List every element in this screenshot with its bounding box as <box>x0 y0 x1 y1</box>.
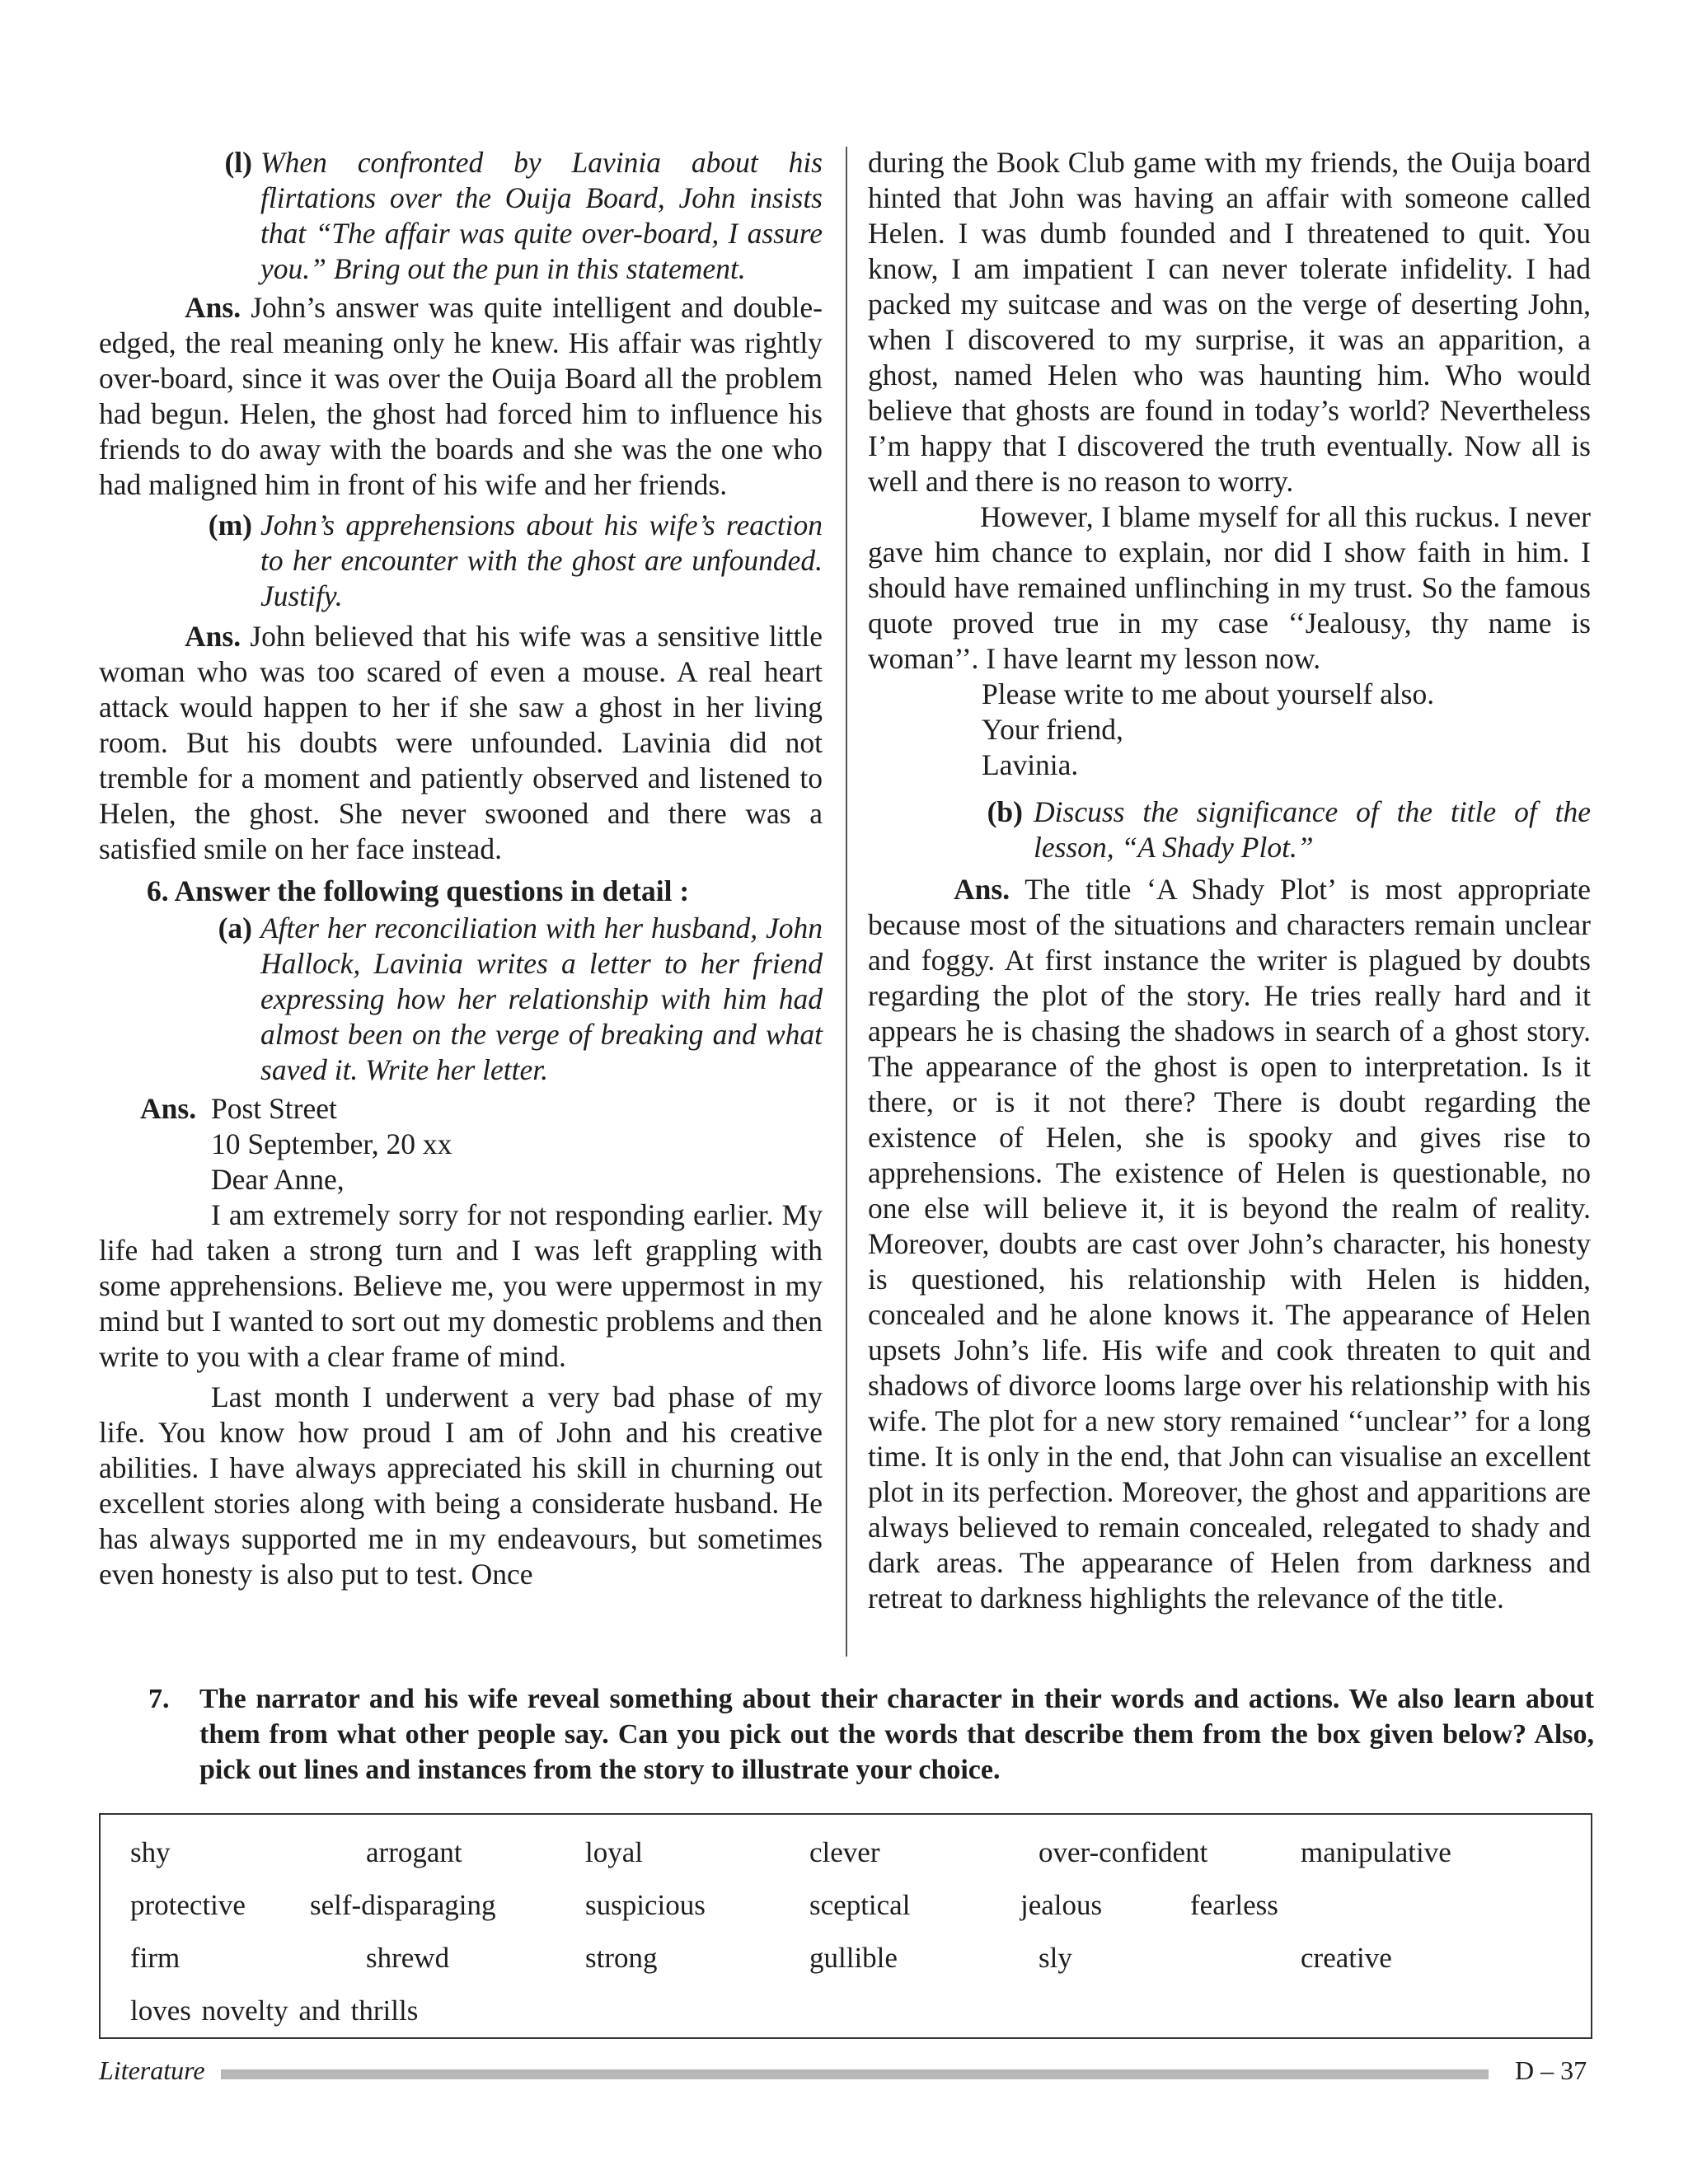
answer-l <box>99 290 823 503</box>
question-7-text: The narrator and his wife reveal something about their character in their words and actions. We also learn about them from what other people say. Can you pick out the words that describe them from the box given below? Also, pick out lines and instances from the story to illustrate your choice. <box>199 1684 1594 1785</box>
word-box <box>99 1813 1592 2039</box>
question-marker: (m) <box>208 509 252 541</box>
answer-text: The title ‘A Shady Plot’ is most appropriate because most of the situations and characters remain unclear and foggy. At first instance the writer is plagued by doubts regarding the plot of the story. He tries really hard and it appears he is chasing the shadows in search of a ghost story. The appearance of the ghost is open to interpretation. Is it there, or is it not there? There is doubt regarding the existence of Helen, she is spooky and gives rise to apprehensions. The existence of Helen is questionable, no one else will believe it, it is beyond the realm of reality. Moreover, doubts are cast over John’s character, his honesty is questioned, his relationship with Helen is hidden, concealed and he alone knows it. The appearance of Helen upsets John’s life. His wife and cook threaten to quit and shadows of divorce looms large over his relationship with his wife. The plot for a new story remained ‘‘unclear’’ for a long time. It is only in the end, that John can visualise an excellent plot in its perfection. Moreover, the ghost and apparitions are always believed to remain concealed, relegated to shady and dark areas. The appearance of Helen from darkness and retreat to darkness highlights the relevance of the title. <box>868 873 1592 1615</box>
answer-label: Ans. <box>140 1092 197 1125</box>
question-text: When confronted by Lavinia about his flirtations over the Ouija Board, John insists that “The affair was quite over-board, I assure you.” Bring out the pun in this statement. <box>260 146 823 285</box>
answer-b <box>868 872 1591 1616</box>
letter-closing: Your friend, <box>982 713 1123 746</box>
letter-date: 10 September, 20 xx <box>211 1127 452 1160</box>
word: protective <box>130 1889 246 1921</box>
question-marker: (a) <box>218 912 252 944</box>
question-m <box>99 508 823 614</box>
letter-signature: Lavinia. <box>982 748 1079 781</box>
letter-header <box>99 1091 823 1197</box>
answer-m <box>99 619 823 867</box>
question-text: John’s apprehensions about his wife’s reaction to her encounter with the ghost are unfounded. Justify. <box>260 509 823 612</box>
answer-text: John believed that his wife was a sensitive little woman who was too scared of even a mouse. A real heart attack would happen to her if she saw a ghost in her living room. But his doubts were unfounded. Lavinia did not tremble for a moment and patiently observed and listened to Helen, the ghost. She never swooned and there was a satisfied smile on her face instead. <box>99 620 823 865</box>
word: sceptical <box>809 1889 911 1921</box>
letter-paragraph: However, I blame myself for all this ruckus. I never gave him chance to explain, nor did I show faith in him. I should have remained unflinching in my trust. So the famous quote proved true in my case ‘‘Jealousy, thy name is woman’’. I have learnt my lesson now. <box>868 500 1591 675</box>
word: gullible <box>809 1942 898 1974</box>
word: creative <box>1301 1942 1392 1974</box>
footer-subject-label: Literature <box>99 2055 205 2085</box>
letter-paragraph: Last month I underwent a very bad phase of my life. You know how proud I am of John and his creative abilities. I have always appreciated his skill in churning out excellent stories along with being a considerate husband. He has always supported me in my endeavours, but sometimes even honesty is also put to test. Once <box>99 1380 823 1591</box>
question-text: After her reconciliation with her husband, John Hallock, Lavinia writes a letter to her friend expressing how her relationship with him had almost been on the verge of breaking and what saved it. Write her letter. <box>260 912 823 1086</box>
word: jealous <box>1020 1889 1103 1921</box>
answer-label: Ans. <box>954 873 1010 906</box>
answer-text: John’s answer was quite intelligent and double-edged, the real meaning only he knew. His affair was rightly over-board, since it was over the Ouija Board all the problem had begun. Helen, the ghost had forced him to influence his friends to do away with the boards and she was the one who had maligned him in front of his wife and her friends. <box>99 291 823 501</box>
word: arrogant <box>366 1836 462 1868</box>
word: shy <box>130 1836 171 1868</box>
question-b <box>868 794 1591 865</box>
word: manipulative <box>1301 1836 1451 1868</box>
word: loves novelty and thrills <box>130 1994 419 2027</box>
footer-rule <box>221 2069 1489 2079</box>
word: over-confident <box>1039 1836 1208 1868</box>
question-7-number: 7. <box>148 1684 170 1714</box>
letter-paragraph: I am extremely sorry for not responding earlier. My life had taken a strong turn and I was left grappling with some apprehensions. Believe me, you were uppermost in my mind but I wanted to sort out my domestic problems and then write to you with a clear frame of mind. <box>99 1198 823 1373</box>
word: suspicious <box>585 1889 706 1921</box>
word: fearless <box>1190 1889 1278 1921</box>
section-heading: 6. Answer the following questions in detail : <box>147 874 690 907</box>
word: strong <box>585 1942 658 1974</box>
letter-address: Post Street <box>211 1092 337 1125</box>
question-text: Discuss the significance of the title of the lesson, “A Shady Plot.” <box>1034 795 1591 864</box>
word: self-disparaging <box>310 1889 496 1921</box>
answer-label: Ans. <box>185 291 241 324</box>
word: firm <box>130 1942 181 1974</box>
letter-salutation: Dear Anne, <box>211 1163 345 1196</box>
left-column <box>99 145 823 1592</box>
word: clever <box>809 1836 880 1868</box>
page-number: D – 37 <box>1515 2055 1587 2085</box>
right-column <box>868 145 1591 1616</box>
column-divider <box>846 147 847 1657</box>
question-a <box>99 911 823 1088</box>
answer-label: Ans. <box>185 620 241 653</box>
word: sly <box>1039 1942 1072 1974</box>
question-marker: (b) <box>987 795 1023 828</box>
question-marker: (l) <box>224 146 252 179</box>
word: loyal <box>585 1836 643 1868</box>
word: shrewd <box>366 1942 450 1974</box>
letter-paragraph: during the Book Club game with my friends, the Ouija board hinted that John was having an affair with someone called Helen. I was dumb founded and I threatened to quit. You know, I am impatient I can never tolerate infidelity. I had packed my suitcase and was on the verge of deserting John, when I discovered to my surprise, it was an apparition, a ghost, named Helen who was haunting him. Who would believe that ghosts are found in today’s world? Nevertheless I’m happy that I discovered the truth eventually. Now all is well and there is no reason to worry. <box>868 146 1591 498</box>
question-l <box>99 145 823 287</box>
letter-closing: Please write to me about yourself also. <box>982 677 1435 710</box>
